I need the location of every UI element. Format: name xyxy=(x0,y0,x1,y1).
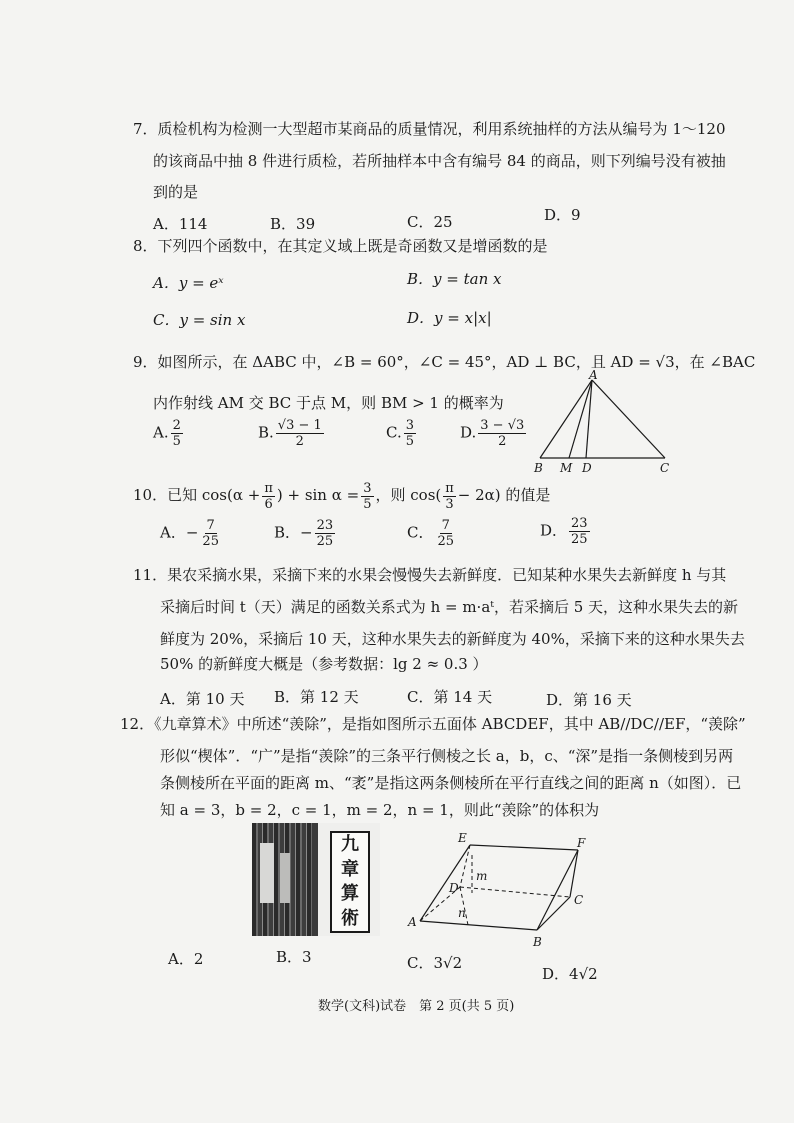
q12-line-4: 知 a = 3，b = 2，c = 1，m = 2，n = 1，则此“羡除”的体积为 xyxy=(160,801,600,819)
q7-option-c: C．25 xyxy=(407,213,453,231)
q12-line-2: 形似“楔体”．“广”是指“羡除”的三条平行侧棱之长 a，b，c、“深”是指一条侧棱到另两 xyxy=(160,747,734,765)
label-b: B xyxy=(534,461,543,475)
q10-option-a: A．− $\frac{7}{25}$ xyxy=(160,518,219,549)
q11-line-2: 采摘后时间 t（天）满足的函数关系式为 h = m·aᵗ，若采摘后 5 天，这种水果失去的新 xyxy=(160,598,739,616)
q11-line-1: 11．果农采摘水果，采摘下来的水果会慢慢失去新鲜度．已知某种水果失去新鲜度 h 与其 xyxy=(133,566,727,584)
page-footer: 数学(文科)试卷 第 2 页(共 5 页) xyxy=(318,999,515,1014)
side-ab xyxy=(540,380,592,458)
q8-option-b: B．y = tan x xyxy=(407,270,502,288)
label-b: B xyxy=(533,935,542,949)
book-page-strip xyxy=(260,843,274,903)
edge-ef xyxy=(470,845,578,850)
label-a: A xyxy=(408,915,417,929)
q7-line-3: 到的是 xyxy=(153,183,199,201)
q12-line-3: 条侧棱所在平面的距离 m、“袤”是指这两条侧棱所在平行直线之间的距离 n（如图）．已 xyxy=(160,774,742,792)
edge-ab xyxy=(420,921,537,930)
q8-stem: 8．下列四个函数中，在其定义域上既是奇函数又是增函数的是 xyxy=(133,237,548,255)
label-d: D xyxy=(449,881,459,895)
q9-line-1: 9．如图所示，在 ΔABC 中，∠B = 60°，∠C = 45°，AD ⊥ BC，且 AD = √3，在 ∠BAC xyxy=(133,353,756,371)
label-e: E xyxy=(458,831,467,845)
label-n: n xyxy=(458,906,466,920)
q11-option-a: A．第 10 天 xyxy=(160,690,245,708)
q7-option-a: A．114 xyxy=(153,215,208,233)
label-m: m xyxy=(476,869,488,883)
q12-option-a: A．2 xyxy=(168,950,204,968)
q12-option-b: B．3 xyxy=(276,948,312,966)
q10-option-b: B．− $\frac{23}{25}$ xyxy=(274,518,334,549)
q8-option-d: D．y = x|x| xyxy=(407,309,492,327)
label-c: C xyxy=(660,461,670,475)
q9-line-2: 内作射线 AM 交 BC 于点 M，则 BM > 1 的概率为 xyxy=(153,394,504,412)
q12-option-d: D．4√2 xyxy=(542,965,598,983)
q10-option-d: D． $\frac{23}{25}$ xyxy=(540,516,588,547)
q9-option-d: D. $\frac{3 - √3}{2}$ xyxy=(460,418,525,449)
book-title-label: 九 章 算 術 xyxy=(330,831,370,933)
q11-option-d: D．第 16 天 xyxy=(546,691,632,709)
label-a: A xyxy=(589,370,598,382)
nine-chapters-book-photo xyxy=(252,823,380,936)
q10-stem: 10．已知 cos(α + $\frac{\pi}{6}$ ) + sin α = $\frac{3}{5}$ ，则 cos( $\frac{\pi}{3}$ − 2α) 的值是 xyxy=(133,480,551,512)
label-f: F xyxy=(577,836,586,850)
q9-option-a: A. $\frac{2}{5}$ xyxy=(153,418,181,449)
label-m: M xyxy=(560,461,573,475)
label-d: D xyxy=(582,461,592,475)
q11-line-3: 鲜度为 20%，采摘后 10 天，这种水果失去的新鲜度为 40%，采摘下来的这种水果失去 xyxy=(160,630,745,648)
q12-line-1: 12．《九章算术》中所述“羡除”，是指如图所示五面体 ABCDEF，其中 AB//DC//EF，“羡除” xyxy=(120,715,746,733)
book-page-strip-2 xyxy=(280,853,290,903)
q10-option-c: C． $\frac{7}{25}$ xyxy=(407,518,455,549)
edge-ed-hidden xyxy=(460,845,470,887)
q11-line-4: 50% 的新鲜度大概是（参考数据：lg 2 ≈ 0.3 ） xyxy=(160,655,488,673)
edge-fb xyxy=(537,850,578,930)
q7-option-d: D．9 xyxy=(544,206,581,224)
edge-dc-hidden xyxy=(460,887,570,897)
side-ac xyxy=(592,380,665,458)
label-c: C xyxy=(574,893,584,907)
q12-pentahedron-figure xyxy=(400,825,600,950)
q9-option-c: C. $\frac{3}{5}$ xyxy=(386,418,414,449)
q9-option-b: B. $\frac{√3 - 1}{2}$ xyxy=(258,418,322,449)
q11-option-c: C．第 14 天 xyxy=(407,688,493,706)
q8-option-a: A．y = eˣ xyxy=(153,274,224,292)
q7-option-b: B．39 xyxy=(270,215,316,233)
q9-triangle-figure xyxy=(530,370,680,478)
q7-line-1: 7．质检机构为检测一大型超市某商品的质量情况，利用系统抽样的方法从编号为 1～120 xyxy=(133,120,726,138)
q11-option-b: B．第 12 天 xyxy=(274,688,359,706)
q12-option-c: C．3√2 xyxy=(407,954,463,972)
q8-option-c: C．y = sin x xyxy=(153,311,246,329)
q7-line-2: 的该商品中抽 8 件进行质检，若所抽样本中含有编号 84 的商品，则下列编号没有被抽 xyxy=(153,152,726,170)
edge-bc xyxy=(537,897,570,930)
